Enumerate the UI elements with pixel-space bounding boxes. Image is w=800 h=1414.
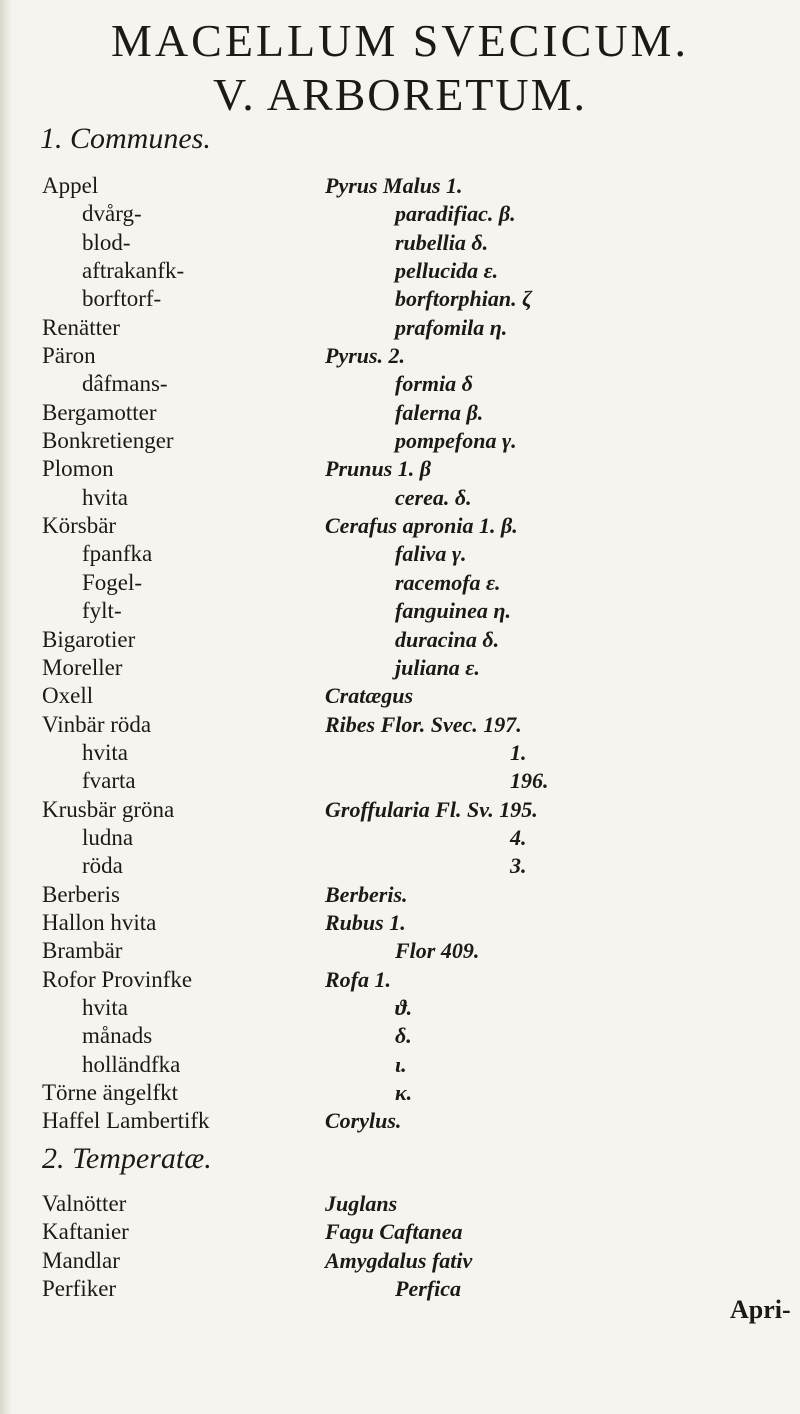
list-item: Bergamotter [42, 399, 157, 425]
list-item: Perfica [395, 1276, 461, 1302]
list-item: Krusbär gröna [42, 796, 175, 822]
list-item: cerea. δ. [395, 484, 472, 510]
list-item: Bonkretienger [42, 428, 174, 454]
list-item: aftrakanfk- [82, 258, 185, 284]
list-item: falerna β. [395, 399, 484, 425]
list-item: δ. [395, 1023, 412, 1049]
list-item: Hallon hvita [42, 909, 157, 935]
list-item: Oxell [42, 683, 94, 709]
list-item: Moreller [42, 654, 123, 680]
list-item: Törne ängelfkt [42, 1080, 179, 1105]
list-item: borftorphian. ζ [395, 286, 532, 312]
list-item: Juglans [325, 1191, 398, 1216]
latin-names-column-2 [325, 1190, 472, 1303]
list-item: Bigarotier [42, 626, 136, 652]
subsection-communes: 1. Communes. [40, 122, 211, 155]
page-title: MACELLUM SVECICUM. [111, 15, 689, 66]
list-item: Berberis. [325, 881, 408, 907]
list-item: Appel [42, 173, 99, 198]
list-item: Rofa 1. [325, 966, 391, 992]
list-item: formia δ [395, 371, 473, 397]
list-item: 196. [510, 768, 549, 794]
list-item: κ. [395, 1080, 413, 1105]
list-item: Prunus 1. β [325, 456, 432, 482]
list-item: Körsbär [42, 513, 117, 539]
list-item: Brambär [42, 938, 123, 964]
list-item: fylt- [82, 598, 122, 624]
list-item: hvita [82, 484, 128, 510]
list-item: racemofa ε. [395, 569, 501, 595]
list-item: pompefona γ. [395, 428, 517, 454]
list-item: pellucida ε. [395, 258, 499, 284]
list-item: månads [82, 1023, 153, 1049]
list-item: paradifiac. β. [395, 201, 516, 227]
list-item: duracina δ. [395, 626, 500, 652]
list-item: Cratægus [325, 683, 414, 709]
list-item: Renätter [42, 314, 120, 340]
swedish-names-column [42, 172, 210, 1136]
list-item: Rubus 1. [325, 909, 406, 935]
list-item: Ribes Flor. Svec. 197. [325, 711, 522, 737]
list-item: juliana ε. [395, 654, 480, 680]
list-item: Cerafus apronia 1. β. [325, 513, 518, 539]
list-item: Mandlar [42, 1247, 120, 1273]
list-item: borftorf- [82, 286, 162, 312]
list-item: Plomon [42, 456, 114, 482]
list-item: hvita [82, 994, 128, 1020]
list-item: Amygdalus fativ [325, 1247, 473, 1273]
list-item: Vinbär röda [42, 711, 152, 737]
list-item: dvårg- [82, 201, 142, 227]
list-item: ludna [82, 824, 134, 850]
section-heading: V. ARBORETUM. [212, 69, 588, 120]
list-item: fanguinea η. [395, 598, 511, 624]
list-item: Perfiker [42, 1276, 117, 1302]
list-item: holländfka [82, 1051, 181, 1077]
list-item: Päron [42, 343, 96, 369]
list-item: Fagu Caftanea [325, 1219, 463, 1245]
latin-names-column [325, 172, 549, 1136]
list-item: rubellia δ. [395, 229, 489, 255]
list-item: blod- [82, 229, 131, 255]
list-item: fpanfka [82, 541, 153, 567]
list-item: 1. [510, 739, 527, 765]
list-item: Corylus. [325, 1108, 402, 1134]
list-item: ϑ. [395, 994, 413, 1020]
list-item: 4. [510, 824, 527, 850]
swedish-names-column-2 [42, 1190, 129, 1303]
list-item: dâfmans- [82, 371, 168, 397]
list-item: Kaftanier [42, 1219, 129, 1245]
list-item: ι. [395, 1051, 407, 1077]
list-item: hvita [82, 739, 128, 765]
list-item: Flor 409. [395, 938, 480, 964]
list-item: fvarta [82, 768, 136, 794]
list-item: 3. [510, 853, 527, 879]
list-item: Pyrus. 2. [325, 343, 406, 369]
book-spine-shadow [0, 0, 12, 1414]
list-item: Fogel- [82, 569, 143, 595]
list-item: Haffel Lambertifk [42, 1108, 210, 1134]
list-item: prafomila η. [395, 314, 508, 340]
list-item: Rofor Provinfke [42, 966, 193, 992]
list-item: Groffularia Fl. Sv. 195. [325, 796, 538, 822]
list-item: Berberis [42, 881, 120, 907]
list-item: faliva γ. [395, 541, 467, 567]
subsection-temperatae: 2. Temperatæ. [42, 1142, 212, 1175]
catchword: Apri- [730, 1295, 791, 1324]
list-item: Valnötter [42, 1191, 127, 1216]
list-item: röda [82, 853, 123, 879]
list-item: Pyrus Malus 1. [325, 173, 463, 198]
